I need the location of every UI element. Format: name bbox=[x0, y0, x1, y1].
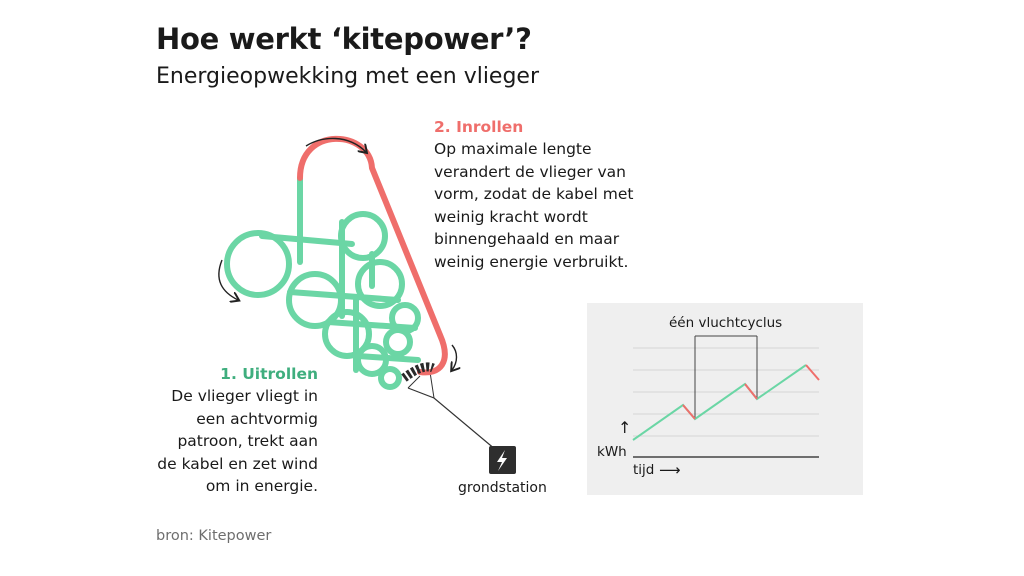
x-axis-arrow-icon: ⟶ bbox=[659, 461, 681, 479]
page-title: Hoe werkt ‘kitepower’? bbox=[156, 22, 532, 56]
right-direction-arrow-icon bbox=[452, 345, 457, 370]
kite-cable bbox=[408, 388, 502, 455]
uitrollen-text: De vlieger vliegt in een achtvormig patroon, trekt aan de kabel en zet wind om in energie. bbox=[157, 387, 318, 495]
graph-gridlines bbox=[633, 348, 819, 436]
x-axis-label: tijd bbox=[633, 462, 655, 478]
page-subtitle: Energieopwekking met een vlieger bbox=[156, 64, 540, 89]
uitrollen-title: 1. Uitrollen bbox=[220, 365, 318, 383]
energy-graph bbox=[587, 303, 863, 495]
source-credit: bron: Kitepower bbox=[156, 528, 272, 544]
energy-line-green bbox=[633, 365, 806, 440]
y-axis-arrow-icon: ↑ bbox=[618, 418, 632, 437]
y-axis-label: kWh bbox=[597, 444, 627, 460]
uitrollen-description bbox=[150, 365, 318, 498]
inrollen-title: 2. Inrollen bbox=[434, 118, 524, 136]
ground-station-label: grondstation bbox=[458, 480, 547, 496]
energy-graph-panel bbox=[587, 303, 863, 495]
inrollen-text: Op maximale lengte verandert de vlieger van vorm, zodat de kabel met weinig kracht wordt binnengehaald en maar weinig energie verbruikt. bbox=[434, 140, 634, 271]
cycle-label: één vluchtcyclus bbox=[669, 315, 783, 331]
inrollen-description bbox=[434, 118, 664, 273]
